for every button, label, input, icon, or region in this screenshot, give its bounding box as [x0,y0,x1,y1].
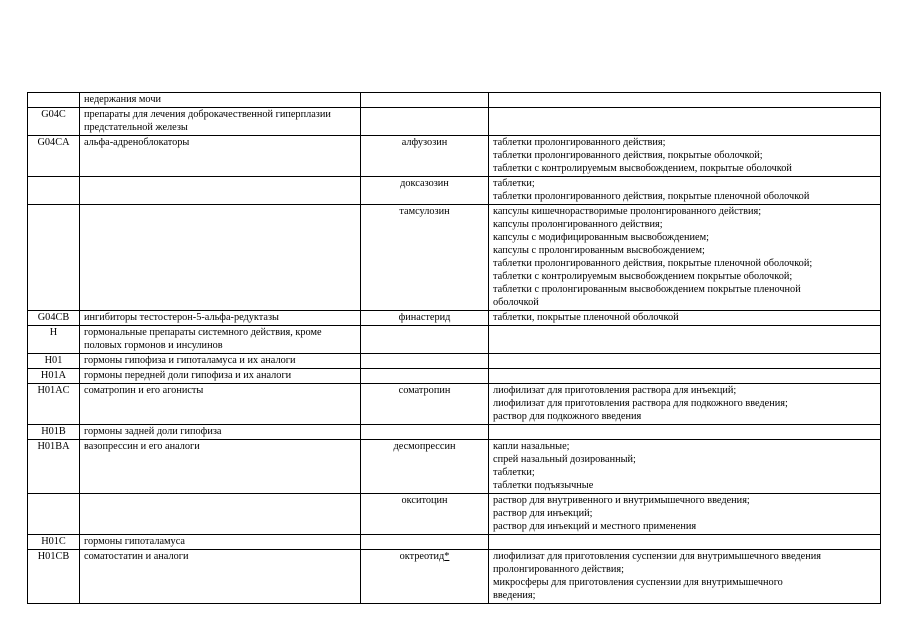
drug-name: октреотид [399,551,445,562]
drug-name: доксазозин [400,178,449,189]
table-row [28,311,881,326]
atc-code-cell: H01C [28,535,80,550]
table-row [28,494,881,535]
atc-code-cell [28,494,80,535]
table-row [28,205,881,311]
dosage-form-line: таблетки с пролонгированным высвобождением покрытые пленочной [493,284,801,295]
dosage-form-line: спрей назальный дозированный; [493,454,636,465]
anatomical-group-cell: соматропин и его агонисты [80,384,361,425]
drug-name: финастерид [398,312,451,323]
table-row [28,440,881,494]
table-row [28,535,881,550]
anatomical-group-cell: гормоны передней доли гипофиза и их аналоги [80,369,361,384]
dosage-forms-cell [489,177,881,205]
dosage-form-line: лиофилизат для приготовления раствора для инъекций; [493,385,737,396]
dosage-form-line: таблетки пролонгированного действия, покрытые оболочкой; [493,150,763,161]
dosage-form-line: микросферы для приготовления суспензии для внутримышечного [493,577,783,588]
anatomical-group-cell: препараты для лечения доброкачественной гиперплазии предстательной железы [80,108,361,136]
drug-list-table [27,92,881,604]
dosage-form-line: таблетки пролонгированного действия, покрытые пленочной оболочкой [493,191,810,202]
table-body [28,93,881,604]
dosage-form-line: раствор для внутривенного и внутримышечного введения; [493,495,750,506]
dosage-form-line: оболочкой [493,297,539,308]
table-row [28,93,881,108]
dosage-form-line: капсулы с пролонгированным высвобождением; [493,245,705,256]
dosage-forms-cell [489,136,881,177]
dosage-forms-cell [489,108,881,136]
anatomical-group-cell: гормоны задней доли гипофиза [80,425,361,440]
atc-code-cell: G04C [28,108,80,136]
dosage-forms-cell [489,494,881,535]
dosage-forms-cell [489,354,881,369]
dosage-forms-cell [489,311,881,326]
atc-code-cell [28,177,80,205]
drug-name-cell [361,108,489,136]
drug-name: соматропин [398,385,451,396]
drug-name-cell [361,326,489,354]
drug-name: десмопрессин [393,441,456,452]
drug-name-cell [361,494,489,535]
anatomical-group-cell [80,205,361,311]
drug-name: алфузозин [401,137,448,148]
table-row [28,369,881,384]
atc-code-cell: H [28,326,80,354]
drug-name-cell [361,384,489,425]
dosage-forms-cell [489,93,881,108]
table-row [28,136,881,177]
dosage-forms-cell [489,369,881,384]
drug-name-cell [361,425,489,440]
table-row [28,177,881,205]
dosage-forms-cell [489,384,881,425]
dosage-forms-cell [489,425,881,440]
anatomical-group-cell: гормональные препараты системного действия, кроме половых гормонов и инсулинов [80,326,361,354]
anatomical-group-cell [80,494,361,535]
dosage-form-line: таблетки пролонгированного действия; [493,137,666,148]
drug-name-cell [361,311,489,326]
dosage-form-line: капли назальные; [493,441,570,452]
atc-code-cell: H01B [28,425,80,440]
dosage-form-line: введения; [493,590,536,601]
anatomical-group-cell: ингибиторы тестостерон-5-альфа-редуктазы [80,311,361,326]
drug-name-cell [361,440,489,494]
dosage-forms-cell [489,550,881,604]
atc-code-cell: H01BA [28,440,80,494]
footnote-link[interactable]: * [444,551,450,562]
dosage-form-line: раствор для инъекций и местного применения [493,521,697,532]
table-row [28,326,881,354]
table-row [28,425,881,440]
atc-code-cell: G04CB [28,311,80,326]
atc-code-cell: H01AC [28,384,80,425]
atc-code-cell [28,205,80,311]
table-row [28,384,881,425]
dosage-form-line: лиофилизат для приготовления суспензии для внутримышечного введения [493,551,821,562]
drug-name: тамсулозин [399,206,450,217]
drug-name-cell [361,93,489,108]
anatomical-group-cell: гормоны гипоталамуса [80,535,361,550]
dosage-form-line: лиофилизат для приготовления раствора для подкожного введения; [493,398,788,409]
dosage-form-line: таблетки, покрытые пленочной оболочкой [493,312,679,323]
anatomical-group-cell: соматостатин и аналоги [80,550,361,604]
dosage-form-line: пролонгированного действия; [493,564,625,575]
dosage-form-line: таблетки пролонгированного действия, покрытые пленочной оболочкой; [493,258,813,269]
anatomical-group-cell: альфа-адреноблокаторы [80,136,361,177]
dosage-form-line: таблетки с контролируемым высвобождением, покрытые оболочкой [493,163,792,174]
dosage-forms-cell [489,205,881,311]
document-page [27,92,880,604]
drug-name-cell [361,136,489,177]
dosage-forms-cell [489,535,881,550]
drug-name: окситоцин [401,495,448,506]
table-row [28,354,881,369]
dosage-form-line: таблетки; [493,467,535,478]
dosage-form-line: капсулы кишечнорастворимые пролонгированного действия; [493,206,762,217]
anatomical-group-cell [80,177,361,205]
drug-name-cell [361,205,489,311]
dosage-form-line: раствор для инъекций; [493,508,593,519]
drug-name-cell [361,177,489,205]
dosage-form-line: капсулы пролонгированного действия; [493,219,663,230]
table-row [28,108,881,136]
drug-name-cell [361,369,489,384]
dosage-form-line: таблетки подъязычные [493,480,594,491]
atc-code-cell [28,93,80,108]
anatomical-group-cell: гормоны гипофиза и гипоталамуса и их аналоги [80,354,361,369]
dosage-form-line: таблетки; [493,178,535,189]
dosage-form-line: раствор для подкожного введения [493,411,642,422]
dosage-form-line: капсулы с модифицированным высвобождением; [493,232,709,243]
drug-name-cell [361,535,489,550]
table-row [28,550,881,604]
anatomical-group-cell: недержания мочи [80,93,361,108]
drug-name-cell [361,354,489,369]
dosage-form-line: таблетки с контролируемым высвобождением покрытые оболочкой; [493,271,793,282]
dosage-forms-cell [489,326,881,354]
atc-code-cell: G04CA [28,136,80,177]
dosage-forms-cell [489,440,881,494]
atc-code-cell: H01CB [28,550,80,604]
drug-name-cell [361,550,489,604]
atc-code-cell: H01 [28,354,80,369]
anatomical-group-cell: вазопрессин и его аналоги [80,440,361,494]
atc-code-cell: H01A [28,369,80,384]
